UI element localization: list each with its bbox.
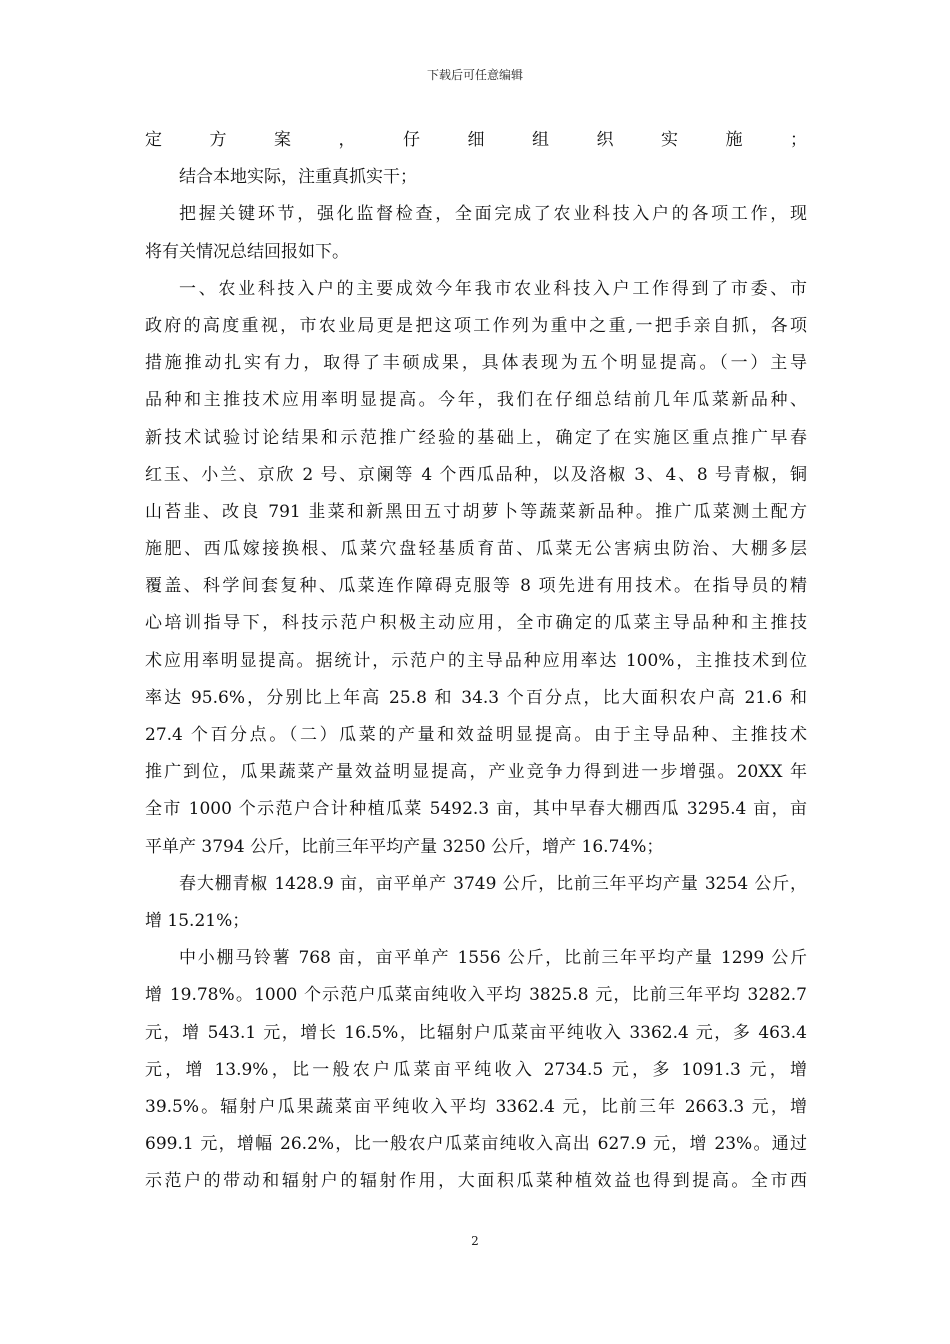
text-line: 平单产 3794 公斤，比前三年平均产量 3250 公斤，增产 16.74%；	[145, 836, 664, 857]
text-line: 新技术试验讨论结果和示范推广经验的基础上，确定了在实施区重点推广早春	[145, 427, 807, 448]
text-line: 结合本地实际，注重真抓实干；	[179, 167, 417, 188]
text-line: 全市 1000 个示范户合计种植瓜菜 5492.3 亩，其中早春大棚西瓜 3295.4 亩，亩	[145, 799, 807, 820]
text-line: 术应用率明显提高。据统计，示范户的主导品种应用率达 100%，主推技术到位	[145, 650, 807, 671]
text-line: 27.4 个百分点。（二）瓜菜的产量和效益明显提高。由于主导品种、主推技术	[145, 725, 807, 745]
text-line: 施肥、西瓜嫁接换根、瓜菜穴盘轻基质育苗、瓜菜无公害病虫防治、大棚多层	[145, 539, 807, 560]
text-line: 山苔韭、改良 791 韭菜和新黑田五寸胡萝卜等蔬菜新品种。推广瓜菜测土配方	[145, 501, 807, 522]
text-line: 增 15.21%；	[145, 910, 250, 931]
text-line: 699.1 元，增幅 26.2%，比一般农户瓜菜亩纯收入高出 627.9 元，增 23%。通过	[145, 1134, 807, 1155]
text-line: 春大棚青椒 1428.9 亩，亩平单产 3749 公斤，比前三年平均产量 3254 公斤，	[179, 873, 807, 894]
text-line: 把握关键环节，强化监督检查，全面完成了农业科技入户的各项工作，现	[179, 204, 807, 225]
text-line: 增 19.78%。1000 个示范户瓜菜亩纯收入平均 3825.8 元，比前三年平均 3282.7	[145, 985, 807, 1006]
text-line: 元，增 13.9%，比一般农户瓜菜亩平纯收入 2734.5 元，多 1091.3 元，增	[145, 1059, 807, 1080]
text-line: 一、农业科技入户的主要成效今年我市农业科技入户工作得到了市委、市	[179, 278, 807, 299]
text-line: 品种和主推技术应用率明显提高。今年，我们在仔细总结前几年瓜菜新品种、	[145, 390, 807, 411]
page-number: 2	[471, 1234, 479, 1248]
page-header: 下载后可任意编辑	[426, 68, 523, 82]
text-line: 红玉、小兰、京欣 2 号、京阑等 4 个西瓜品种，以及洛椒 3、4、8 号青椒，铜	[145, 464, 807, 485]
text-line: 中小棚马铃薯 768 亩，亩平单产 1556 公斤，比前三年平均产量 1299 公斤	[179, 948, 807, 969]
text-line: 示范户的带动和辐射户的辐射作用，大面积瓜菜种植效益也得到提高。全市西	[145, 1171, 807, 1192]
text-line: 政府的高度重视，市农业局更是把这项工作列为重中之重,一把手亲自抓，各项	[145, 315, 807, 336]
text-line: 将有关情况总结回报如下。	[145, 241, 349, 262]
text-line: 推广到位，瓜果蔬菜产量效益明显提高，产业竞争力得到进一步增强。20XX 年	[145, 762, 807, 783]
text-line: 39.5%。辐射户瓜果蔬菜亩平纯收入平均 3362.4 元，比前三年 2663.3 元，增	[145, 1096, 807, 1117]
text-line: 定方案，仔细组织实施；	[145, 130, 807, 150]
text-line: 率达 95.6%，分别比上年高 25.8 和 34.3 个百分点，比大面积农户高 21.6 和	[145, 687, 807, 708]
text-line: 元，增 543.1 元，增长 16.5%，比辐射户瓜菜亩平纯收入 3362.4 元，多 463.4	[145, 1022, 807, 1043]
text-line: 覆盖、科学间套复种、瓜菜连作障碍克服等 8 项先进有用技术。在指导员的精	[145, 576, 807, 597]
document-body	[145, 122, 807, 1200]
text-line: 措施推动扎实有力，取得了丰硕成果，具体表现为五个明显提高。（一）主导	[145, 353, 807, 374]
text-line: 心培训指导下，科技示范户积极主动应用，全市确定的瓜菜主导品种和主推技	[145, 613, 807, 634]
